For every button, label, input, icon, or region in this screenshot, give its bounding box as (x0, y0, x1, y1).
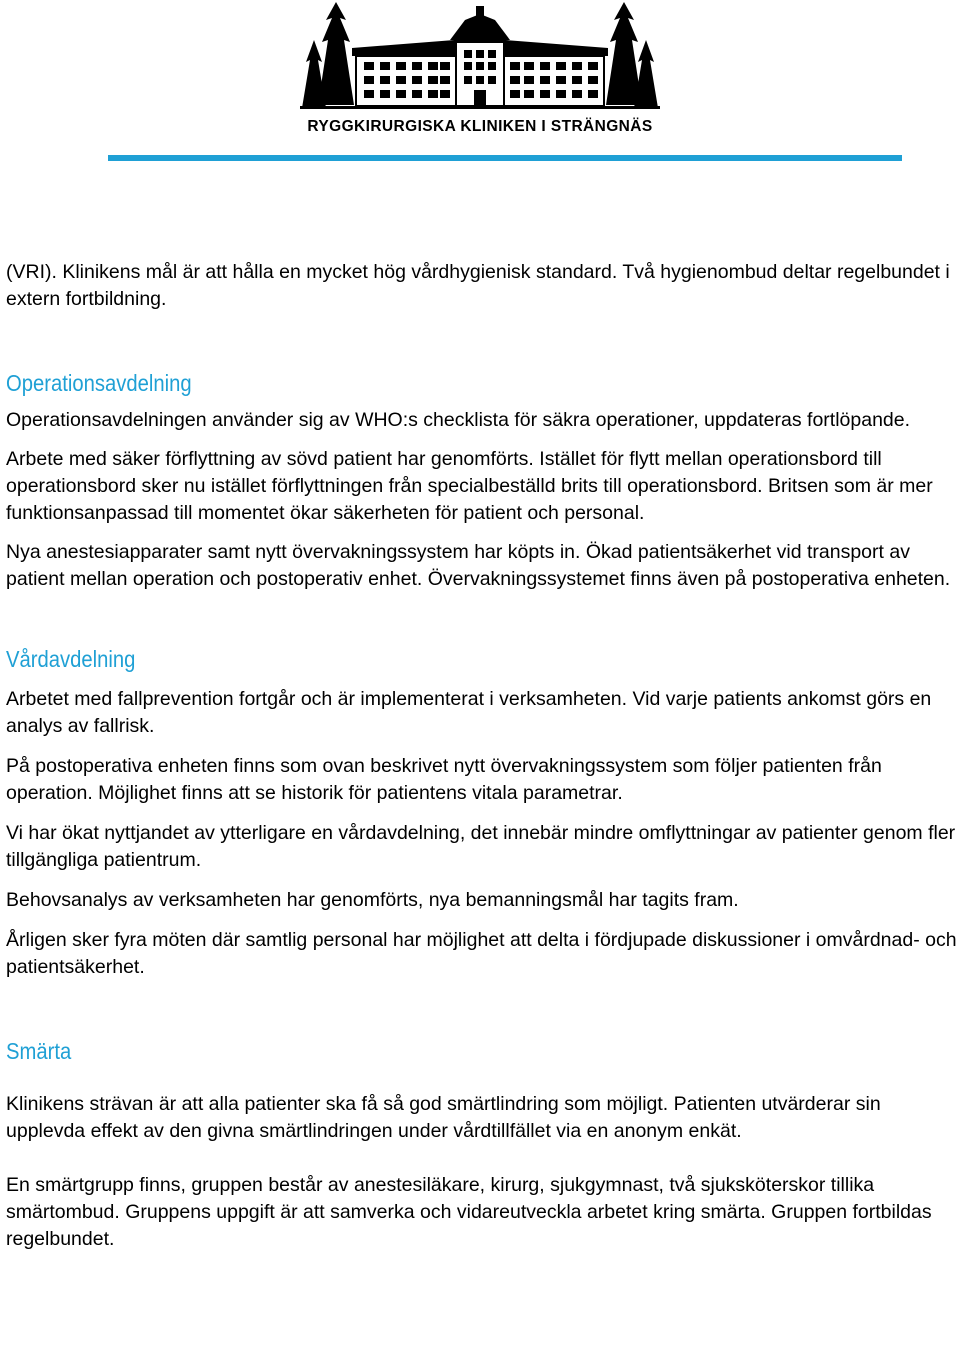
paragraph: Behovsanalys av verksamheten har genomförts, nya bemanningsmål har tagits fram. (6, 889, 739, 911)
paragraph: Vi har ökat nyttjandet av ytterligare en vårdavdelning, det innebär mindre omflyttningar av patienter genom fler tillgängliga patientrum. (6, 822, 956, 871)
logo-text: RYGGKIRURGISKA KLINIKEN I STRÄNGNÄS (307, 118, 653, 135)
paragraph: Årligen sker fyra möten där samtlig personal har möjlighet att delta i fördjupade diskussioner i omvårdnad- och patientsäkerhet. (6, 929, 957, 978)
document-body (6, 259, 960, 1253)
header-rule (108, 155, 902, 161)
heading-vardavdelning: Vårdavdelning (6, 646, 136, 672)
paragraph: Arbetet med fallprevention fortgår och är implementerat i verksamheten. Vid varje patients ankomst görs en analys av fallrisk. (6, 688, 932, 737)
heading-smarta: Smärta (6, 1038, 72, 1064)
paragraph: På postoperativa enheten finns som ovan beskrivet nytt övervakningssystem som följer patienten från operation. Möjlighet finns att se historik för patientens vitala parametrar. (6, 755, 882, 804)
paragraph: En smärtgrupp finns, gruppen består av anestesiläkare, kirurg, sjukgymnast, två sjuksköterskor tillika smärtombud. Gruppens uppgift är att samverka och vidareutveckla arbetet kring smärta. Gruppen fortbildas regelbundet. (6, 1174, 932, 1250)
hospital-building-icon (300, 0, 660, 112)
heading-operationsavdelning: Operationsavdelning (6, 370, 192, 396)
intro-paragraph: (VRI). Klinikens mål är att hålla en mycket hög vårdhygienisk standard. Två hygienombud deltar regelbundet i extern fortbildning. (6, 261, 950, 310)
page-header (0, 0, 960, 170)
paragraph: Operationsavdelningen använder sig av WHO:s checklista för säkra operationer, uppdateras fortlöpande. (6, 409, 911, 431)
paragraph: Klinikens strävan är att alla patienter ska få så god smärtlindring som möjligt. Patienten utvärderar sin upplevda effekt av den givna smärtlindringen under vårdtillfället via en anonym enkät. (6, 1093, 881, 1142)
paragraph: Nya anestesiapparater samt nytt övervakningssystem har köpts in. Ökad patientsäkerhet vid transport av patient mellan operation och postoperativ enhet. Övervakningssystemet finns även på postoperativa enheten. (6, 541, 951, 590)
paragraph: Arbete med säker förflyttning av sövd patient har genomförts. Istället för flytt mellan operationsbord till operationsbord sker nu istället förflyttningen från specialbeställd brits till operationsbord. Britsen som är mer funktionsanpassad till momentet ökar säkerheten för patient och personal. (6, 448, 933, 524)
